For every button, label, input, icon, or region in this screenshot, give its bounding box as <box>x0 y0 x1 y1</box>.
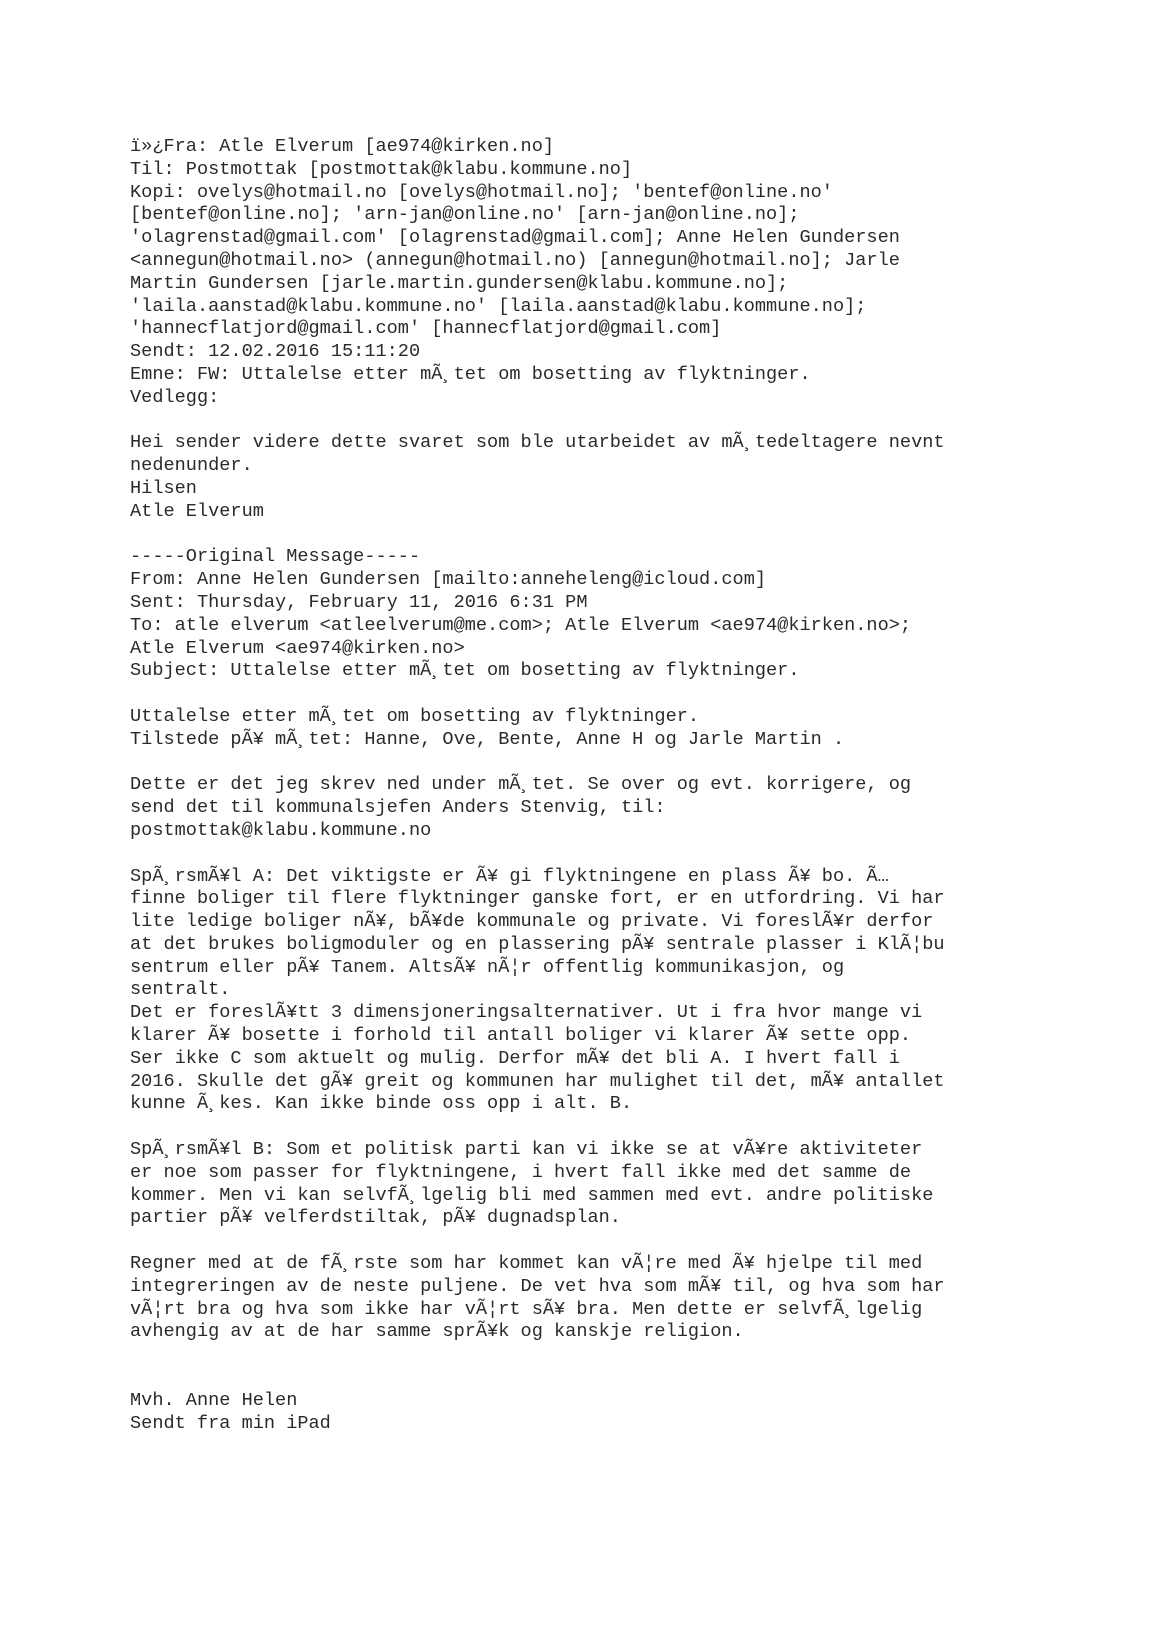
spacer <box>130 410 1130 433</box>
original-message-header <box>130 546 1130 683</box>
paragraph-line: Dette er det jeg skrev ned under mÃ¸tet. Se over og evt. korrigere, og <box>130 774 912 796</box>
sender-name-line: Atle Elverum <box>130 500 264 522</box>
question-a-paragraph <box>130 866 1130 1117</box>
cc-block <box>130 182 1130 342</box>
email-printout <box>130 136 1130 1435</box>
email-address-line: postmottak@klabu.kommune.no <box>130 819 432 841</box>
paragraph-line: Det er foreslÃ¥tt 3 dimensjoneringsalternativer. Ut i fra hvor mange vi <box>130 1002 923 1024</box>
paragraph-line: integreringen av de neste puljene. De vet hva som mÃ¥ til, og hva som har <box>130 1275 945 1297</box>
signature-line: Sendt fra min iPad <box>130 1412 331 1434</box>
closing-paragraph <box>130 1253 1130 1344</box>
cc-line: <annegun@hotmail.no> (annegun@hotmail.no) [annegun@hotmail.no]; Jarle <box>130 249 900 271</box>
original-to-line: To: atle elverum <atleelverum@me.com>; Atle Elverum <ae974@kirken.no>; <box>130 614 912 636</box>
spacer <box>130 752 1130 775</box>
paragraph-line: partier pÃ¥ velferdstiltak, pÃ¥ dugnadsplan. <box>130 1207 621 1229</box>
paragraph-line: sentralt. <box>130 979 231 1001</box>
paragraph-line: at det brukes boligmoduler og en plassering pÃ¥ sentrale plasser i KlÃ¦bu <box>130 933 945 955</box>
original-message-separator: -----Original Message----- <box>130 546 421 568</box>
paragraph-line: kommer. Men vi kan selvfÃ¸lgelig bli med sammen med evt. andre politiske <box>130 1184 934 1206</box>
original-from-line: From: Anne Helen Gundersen [mailto:anneheleng@icloud.com] <box>130 569 767 591</box>
signature <box>130 1390 1130 1436</box>
to-line: Til: Postmottak [postmottak@klabu.kommune.no] <box>130 158 633 180</box>
greeting-line: Hilsen <box>130 477 197 499</box>
statement-title-line: Uttalelse etter mÃ¸tet om bosetting av flyktninger. <box>130 705 700 727</box>
paragraph-line: Regner med at de fÃ¸rste som har kommet kan vÃ¦re med Ã¥ hjelpe til med <box>130 1253 923 1275</box>
cc-line: 'hannecflatjord@gmail.com' [hannecflatjord@gmail.com] <box>130 318 722 340</box>
cc-line: 'olagrenstad@gmail.com' [olagrenstad@gmail.com]; Anne Helen Gundersen <box>130 227 900 249</box>
cc-line: Martin Gundersen [jarle.martin.gundersen@klabu.kommune.no]; <box>130 272 789 294</box>
original-sent-line: Sent: Thursday, February 11, 2016 6:31 PM <box>130 591 588 613</box>
spacer <box>130 1230 1130 1253</box>
from-line: ï»¿Fra: Atle Elverum [ae974@kirken.no] <box>130 136 555 157</box>
attachments-line: Vedlegg: <box>130 386 220 408</box>
paragraph-line: send det til kommunalsjefen Anders Stenvig, til: <box>130 797 666 819</box>
paragraph-line: kunne Ã¸kes. Kan ikke binde oss opp i alt. B. <box>130 1093 633 1115</box>
cc-line: Kopi: ovelys@hotmail.no [ovelys@hotmail.no]; 'bentef@online.no' <box>130 181 833 203</box>
sent-line: Sendt: 12.02.2016 15:11:20 <box>130 341 421 363</box>
original-to-line: Atle Elverum <ae974@kirken.no> <box>130 637 465 659</box>
spacer <box>130 843 1130 866</box>
intro-message <box>130 432 1130 523</box>
intro-line: nedenunder. <box>130 455 253 477</box>
cc-line: 'laila.aanstad@klabu.kommune.no' [laila.aanstad@klabu.kommune.no]; <box>130 295 867 317</box>
paragraph-line: avhengig av at de har samme sprÃ¥k og kanskje religion. <box>130 1321 744 1343</box>
paragraph-line: sentrum eller pÃ¥ Tanem. AltsÃ¥ nÃ¦r offentlig kommunikasjon, og <box>130 956 845 978</box>
paragraph-line: 2016. Skulle det gÃ¥ greit og kommunen har mulighet til det, mÃ¥ antallet <box>130 1070 945 1092</box>
spacer <box>130 1367 1130 1390</box>
paragraph-line: finne boliger til flere flyktninger ganske fort, er en utfordring. Vi har <box>130 888 945 910</box>
cc-line: [bentef@online.no]; 'arn-jan@online.no' [arn-jan@online.no]; <box>130 204 800 226</box>
spacer <box>130 1344 1130 1367</box>
question-b-paragraph <box>130 1139 1130 1230</box>
paragraph-line: SpÃ¸rsmÃ¥l A: Det viktigste er Ã¥ gi flyktningene en plass Ã¥ bo. Ã… <box>130 865 889 887</box>
paragraph-line: SpÃ¸rsmÃ¥l B: Som et politisk parti kan vi ikke se at vÃ¥re aktiviteter <box>130 1139 923 1161</box>
subject-line: Emne: FW: Uttalelse etter mÃ¸tet om bosetting av flyktninger. <box>130 363 811 385</box>
paragraph-line: Ser ikke C som aktuelt og mulig. Derfor mÃ¥ det bli A. I hvert fall i <box>130 1047 900 1069</box>
paragraph-line: klarer Ã¥ bosette i forhold til antall boliger vi klarer Ã¥ sette opp. <box>130 1025 912 1047</box>
email-header <box>130 136 1130 410</box>
instruction-paragraph <box>130 774 1130 842</box>
original-subject-line: Subject: Uttalelse etter mÃ¸tet om bosetting av flyktninger. <box>130 660 800 682</box>
intro-line: Hei sender videre dette svaret som ble utarbeidet av mÃ¸tedeltagere nevnt <box>130 432 945 454</box>
attendees-line: Tilstede pÃ¥ mÃ¸tet: Hanne, Ove, Bente, Anne H og Jarle Martin . <box>130 728 845 750</box>
paragraph-line: vÃ¦rt bra og hva som ikke har vÃ¦rt sÃ¥ bra. Men dette er selvfÃ¸lgelig <box>130 1298 923 1320</box>
statement-title <box>130 706 1130 752</box>
paragraph-line: er noe som passer for flyktningene, i hvert fall ikke med det samme de <box>130 1161 912 1183</box>
paragraph-line: lite ledige boliger nÃ¥, bÃ¥de kommunale og private. Vi foreslÃ¥r derfor <box>130 911 934 933</box>
spacer <box>130 683 1130 706</box>
signature-line: Mvh. Anne Helen <box>130 1389 298 1411</box>
spacer <box>130 1116 1130 1139</box>
spacer <box>130 524 1130 547</box>
